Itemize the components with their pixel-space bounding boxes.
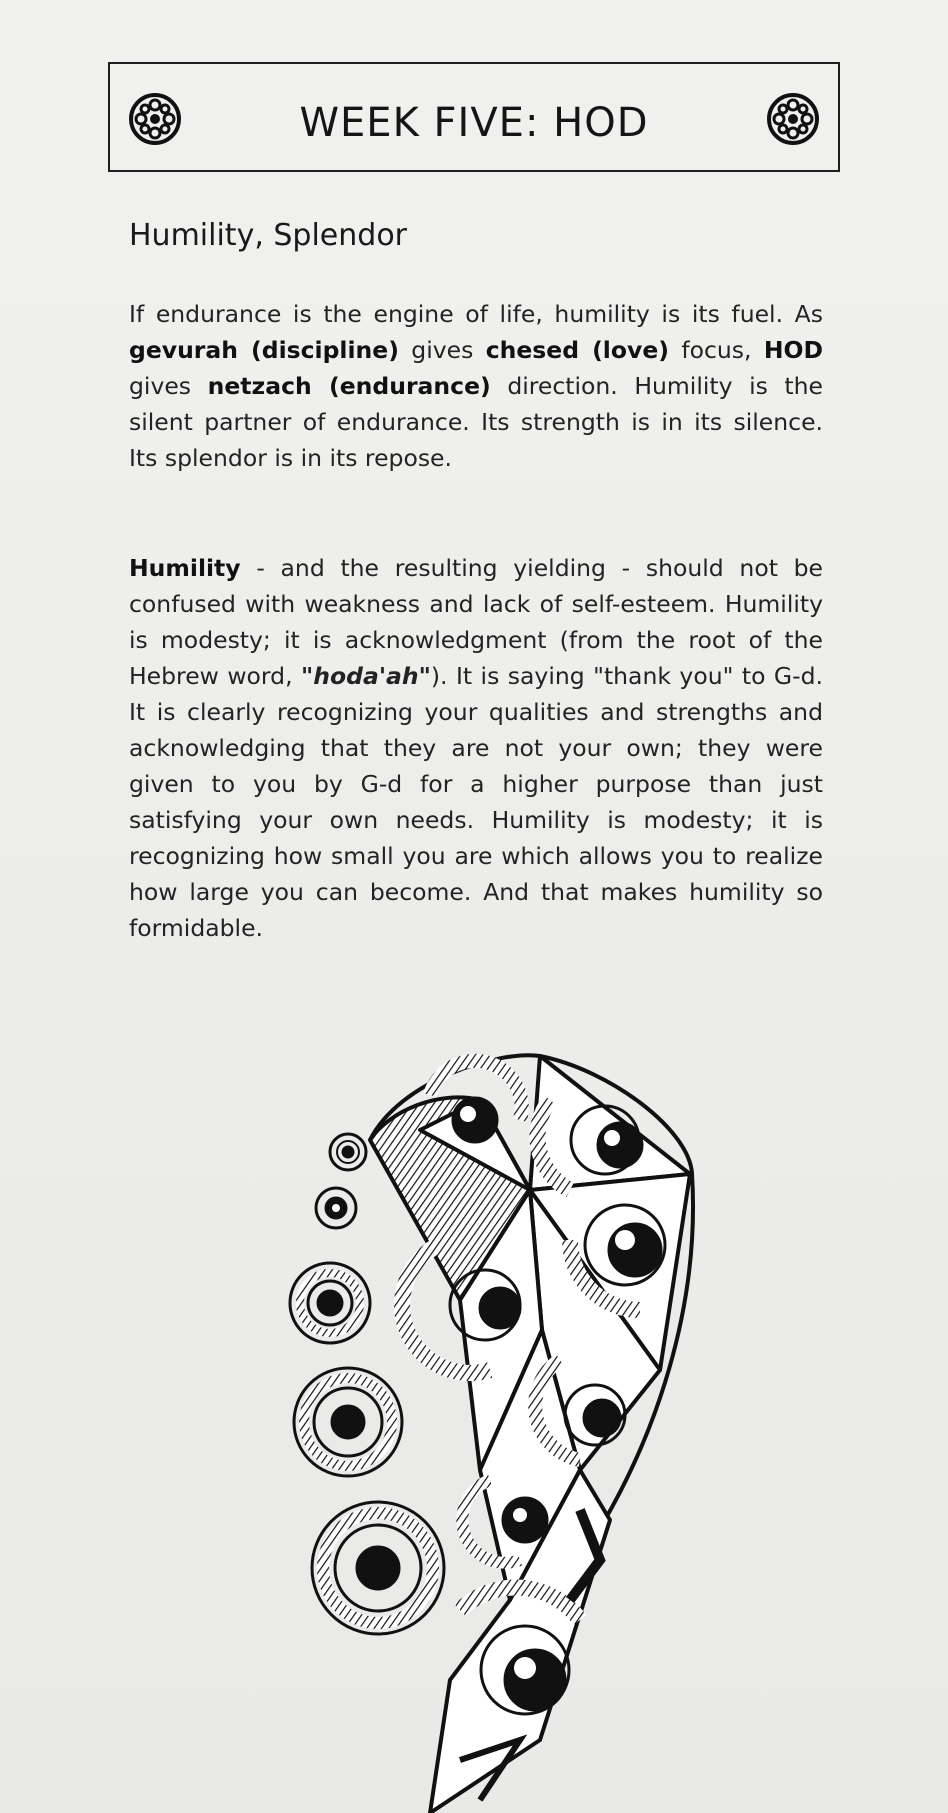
text-span: gives (398, 336, 486, 364)
term-gevurah: gevurah (discipline) (129, 336, 399, 364)
text-span: gives (129, 372, 208, 400)
term-netzach: netzach (endurance) (207, 372, 491, 400)
title-box (108, 62, 840, 172)
term-hodaah: "hoda'ah" (301, 662, 431, 690)
text-span: If endurance is the engine of life, humility is its fuel. As (129, 300, 823, 328)
text-span: focus, (669, 336, 764, 364)
dharma-wheel-icon (128, 92, 182, 146)
term-hod: HOD (763, 336, 824, 364)
page-title: WEEK FIVE: HOD (299, 100, 649, 146)
ornamental-feather-drawing (280, 1040, 720, 1813)
paragraph-humility (129, 550, 823, 946)
section-subtitle: Humility, Splendor (129, 218, 408, 253)
dharma-wheel-icon (766, 92, 820, 146)
text-span: direction. Humility is the silent partner of endurance. Its strength is in its silence. Its splendor is in its repose. (129, 372, 823, 472)
term-humility: Humility (129, 554, 241, 582)
text-span: - and the resulting yielding - should not be confused with weakness and lack of self-esteem. Humility is modesty; it is acknowledgment (from the root of the Hebrew word, (129, 554, 823, 690)
term-chesed: chesed (love) (485, 336, 670, 364)
text-span: ). It is saying "thank you" to G-d. It is clearly recognizing your qualities and strengths and acknowledging that they are not your own; they were given to you by G-d for a higher purpose than just satisfying your own needs. Humility is modesty; it is recognizing how small you are which allows you to realize how large you can become. And that makes humility so formidable. (129, 662, 824, 942)
paragraph-endurance (129, 296, 823, 476)
